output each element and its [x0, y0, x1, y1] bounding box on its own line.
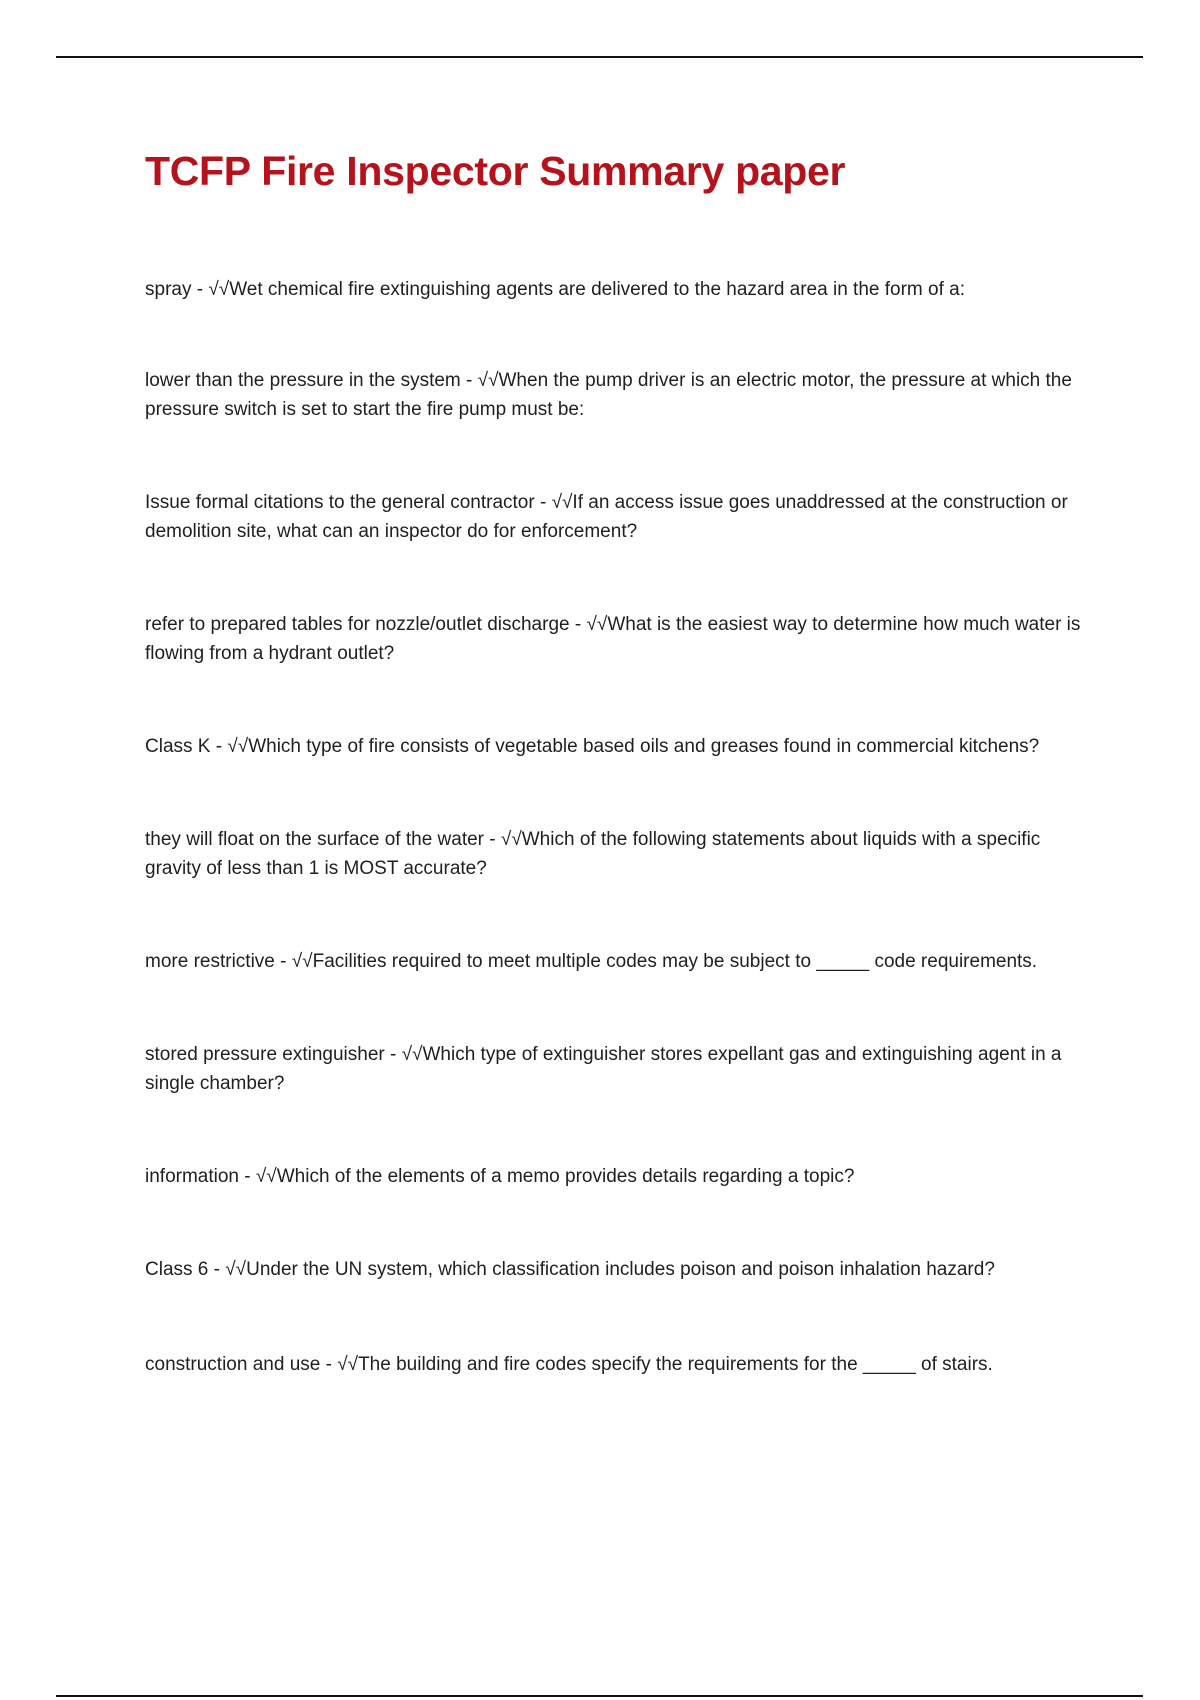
qa-item: lower than the pressure in the system - √√When the pump driver is an electric motor, the pressure at which the pressure switch is set to start the fire pump must be:: [145, 370, 1072, 420]
qa-item: more restrictive - √√Facilities required to meet multiple codes may be subject to _____ code requirements.: [145, 951, 1038, 972]
qa-item: construction and use - √√The building and fire codes specify the requirements for the _____ of stairs.: [145, 1354, 993, 1375]
qa-item: they will float on the surface of the water - √√Which of the following statements about liquids with a specific gravity of less than 1 is MOST accurate?: [145, 829, 1041, 879]
qa-item: Issue formal citations to the general contractor - √√If an access issue goes unaddressed at the construction or demolition site, what can an inspector do for enforcement?: [145, 492, 1068, 542]
bottom-divider: [56, 1695, 1143, 1697]
top-divider: [56, 56, 1143, 58]
qa-list: [145, 275, 1095, 1379]
qa-item: Class K - √√Which type of fire consists of vegetable based oils and greases found in commercial kitchens?: [145, 736, 1040, 757]
document-title: TCFP Fire Inspector Summary paper: [145, 148, 846, 194]
qa-item: stored pressure extinguisher - √√Which type of extinguisher stores expellant gas and extinguishing agent in a single chamber?: [145, 1044, 1062, 1094]
qa-item: Class 6 - √√Under the UN system, which classification includes poison and poison inhalation hazard?: [145, 1259, 995, 1280]
qa-item: refer to prepared tables for nozzle/outlet discharge - √√What is the easiest way to determine how much water is flowing from a hydrant outlet?: [145, 614, 1081, 664]
qa-item: spray - √√Wet chemical fire extinguishing agents are delivered to the hazard area in the form of a:: [145, 279, 965, 300]
qa-item: information - √√Which of the elements of a memo provides details regarding a topic?: [145, 1166, 855, 1187]
